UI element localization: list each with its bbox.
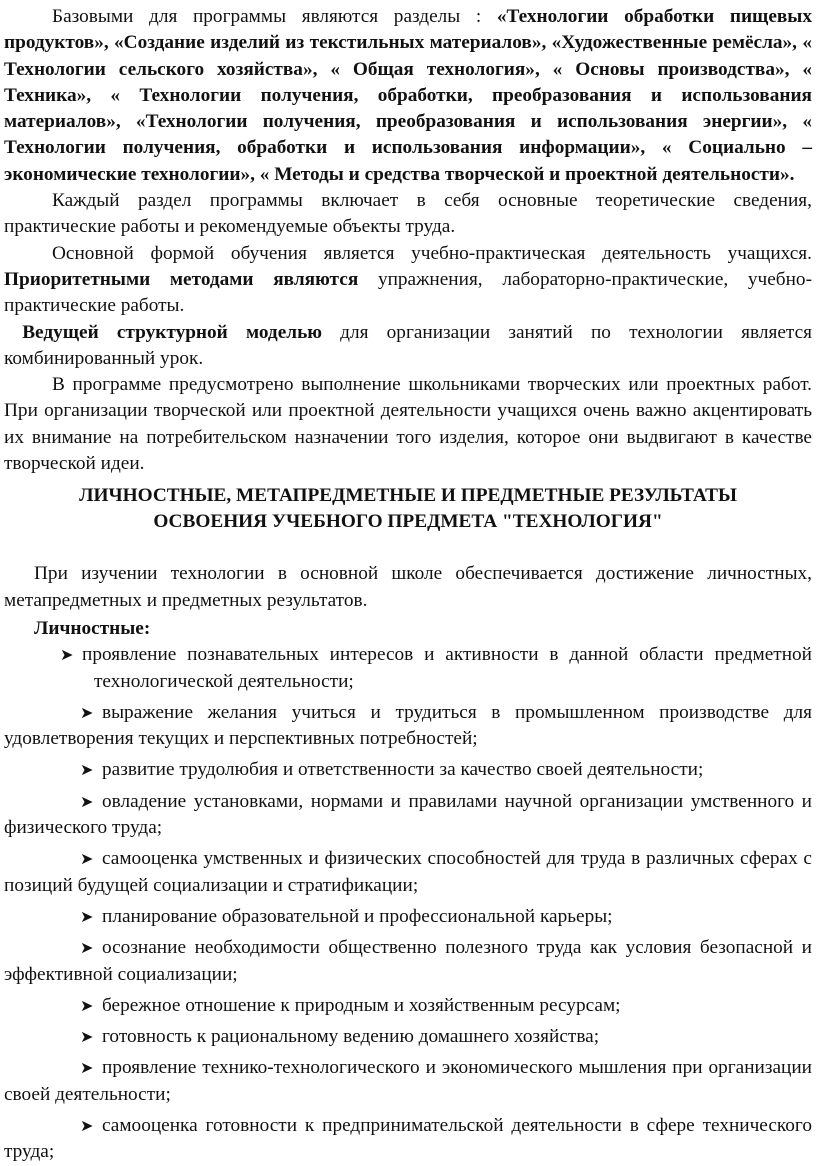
arrowhead-bullet-icon: ➤ <box>80 906 94 926</box>
arrowhead-bullet-icon: ➤ <box>60 645 74 665</box>
personal-results-list <box>4 642 812 1165</box>
heading-line-2: ОСВОЕНИЯ УЧЕБНОГО ПРЕДМЕТА "ТЕХНОЛОГИЯ" <box>153 511 663 533</box>
list-item: ➤ самооценка умственных и физических способностей для труда в различных сферах с позиций будущей социализации и стратификации; <box>4 848 812 896</box>
spacer <box>4 535 812 561</box>
model-rest: для организации занятий по технологии является комбинированный урок. <box>4 321 813 369</box>
section-heading <box>4 483 812 535</box>
list-item: ➤ бережное отношение к природным и хозяйственным ресурсам; <box>4 993 812 1019</box>
list-item: ➤ планирование образовательной и профессиональной карьеры; <box>4 904 812 930</box>
form-methods-bold: Приоритетными методами являются <box>4 268 359 290</box>
model-paragraph <box>4 320 812 373</box>
arrowhead-bullet-icon: ➤ <box>80 702 94 722</box>
projects-paragraph: В программе предусмотрено выполнение школьниками творческих или проектных работ. При организации творческой или проектной деятельности учащихся очень важно акцентировать их внимание на потребительском назначении того изделия, которое они выдвигают в качестве творческой идеи. <box>4 374 812 475</box>
form-paragraph <box>4 241 812 320</box>
list-item: ➤ проявление технико-технологического и экономического мышления при организации своей деятельности; <box>4 1057 812 1105</box>
arrowhead-bullet-icon: ➤ <box>80 1027 94 1047</box>
heading-line-1: ЛИЧНОСТНЫЕ, МЕТАПРЕДМЕТНЫЕ И ПРЕДМЕТНЫЕ РЕЗУЛЬТАТЫ <box>79 485 737 507</box>
personal-label-line <box>4 616 812 642</box>
results-paragraph: При изучении технологии в основной школе обеспечивается достижение личностных, метапредметных и предметных результатов. <box>4 563 812 611</box>
list-item: ➤ овладение установками, нормами и правилами научной организации умственного и физического труда; <box>4 790 812 839</box>
arrowhead-bullet-icon: ➤ <box>80 1115 94 1135</box>
list-item: ➤ развитие трудолюбия и ответственности за качество своей деятельности; <box>4 757 812 783</box>
arrowhead-bullet-icon: ➤ <box>80 760 94 780</box>
intro-lead: Базовыми для программы являются разделы : <box>52 6 497 27</box>
list-item: ➤ готовность к рациональному ведению домашнего хозяйства; <box>4 1024 812 1050</box>
arrowhead-bullet-icon: ➤ <box>80 995 94 1015</box>
form-text: Основной формой обучения является учебно-практическая деятельность учащихся. <box>52 242 812 264</box>
model-bold: Ведущей структурной моделью <box>22 321 322 343</box>
list-item: ➤ выражение желания учиться и трудиться в промышленном производстве для удовлетворения текущих и перспективных потребностей; <box>4 701 812 750</box>
form-rest: упражнения, лабораторно-практические, учебно-практические работы. <box>4 268 812 317</box>
personal-label: Личностные: <box>34 617 151 639</box>
intro-sections-list: «Технологии обработки пищевых продуктов», «Создание изделий из текстильных материалов», «Художественные ремёсла», « Технологии сельского хозяйства», « Общая технология», « Основы производства», « Техника», « Технологии получения, обработки, преобразования и использования материалов», «Технологии получения, преобразования и использования энергии», « Технологии получения, обработки и использования информации», « Социально – экономические технологии», « Методы и средства творческой и проектной деятельности». <box>4 6 813 185</box>
list-item: ➤ проявление познавательных интересов и активности в данной области предметной технологической деятельности; <box>60 644 812 692</box>
list-item: ➤ самооценка готовности к предпринимательской деятельности в сфере технического труда; <box>4 1114 812 1163</box>
arrowhead-bullet-icon: ➤ <box>80 791 94 811</box>
intro-paragraph <box>4 4 812 188</box>
list-item: ➤ осознание необходимости общественно полезного труда как условия безопасной и эффективной социализации; <box>4 937 812 985</box>
sections-paragraph: Каждый раздел программы включает в себя основные теоретические сведения, практические работы и рекомендуемые объекты труда. <box>4 190 812 238</box>
arrowhead-bullet-icon: ➤ <box>80 1058 94 1078</box>
arrowhead-bullet-icon: ➤ <box>80 849 94 869</box>
arrowhead-bullet-icon: ➤ <box>80 938 94 958</box>
